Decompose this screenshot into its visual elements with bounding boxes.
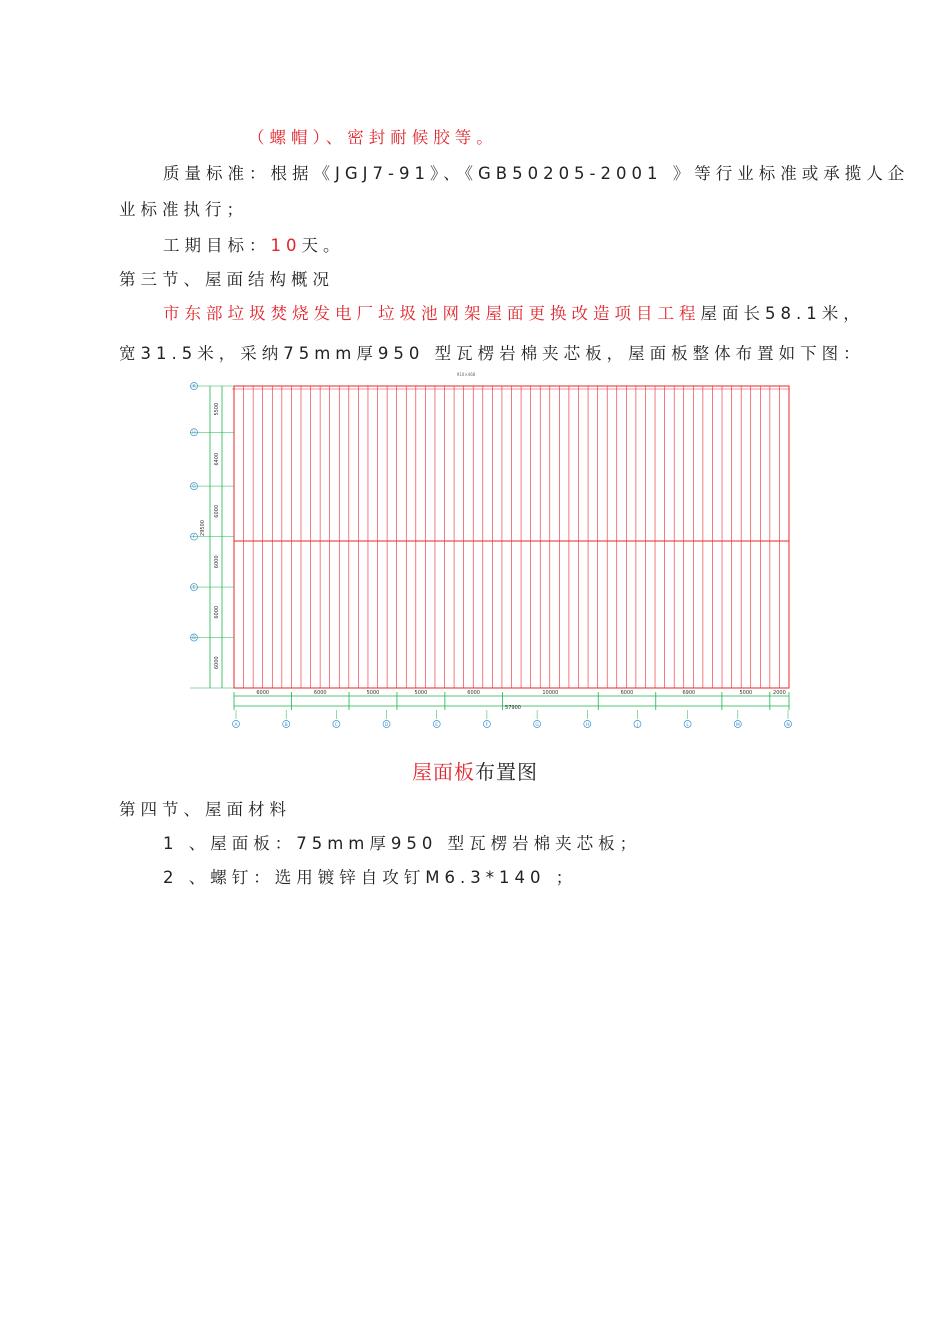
material-item-2: 2 、螺钉：选用镀锌自攻钉M6.3*140 ；: [163, 868, 578, 887]
row-axis-label: H: [192, 430, 196, 436]
schedule-unit: 天。: [301, 236, 345, 255]
panel-grid: [232, 386, 789, 688]
material-item-1: 1 、屋面板：75mm厚950 型瓦楞岩棉夹芯板；: [163, 834, 642, 853]
para-schedule: [163, 232, 345, 256]
para-material-tail: （螺帽）、密封耐候胶等。: [248, 128, 498, 147]
roof-length: 屋面长58.1米，: [700, 304, 865, 323]
figure-caption: [0, 756, 950, 785]
column-axis-label: E: [435, 723, 439, 728]
para-quality-standard-cont: 业标准执行；: [119, 200, 248, 219]
column-axis-labels: [233, 721, 792, 729]
schedule-days: 10: [270, 236, 302, 255]
left-dim-value: 6000: [214, 504, 220, 518]
total-dimension-label: 57900: [505, 705, 521, 711]
bottom-dim-value: 6000: [467, 690, 481, 696]
para-project: [163, 300, 865, 324]
left-dim-value: 6000: [214, 656, 220, 670]
left-dim-value: 6400: [214, 452, 220, 466]
project-name: 市东部垃圾焚烧发电厂垃圾池网架屋面更换改造项目工程: [163, 304, 701, 323]
bottom-dim-value: 6900: [682, 690, 696, 696]
bottom-dimension-labels: [256, 690, 785, 696]
section-3-heading: 第三节、屋面结构概况: [119, 270, 334, 289]
left-total-dimension: 29500: [200, 520, 206, 536]
bottom-dim-value: 6000: [313, 690, 327, 696]
schedule-label: 工期目标：: [163, 236, 271, 255]
column-axis-label: H: [585, 723, 589, 728]
column-axis-label: A: [234, 723, 238, 728]
bottom-dim-value: 5000: [366, 690, 380, 696]
section-4-heading: 第四节、屋面材料: [119, 800, 291, 819]
row-axis-label: G: [192, 484, 196, 490]
bottom-dim-value: 6000: [256, 690, 270, 696]
left-dim-value: 6000: [214, 555, 220, 569]
row-axis-label: K: [192, 384, 196, 390]
drawing-top-note: 910×468: [456, 372, 476, 377]
bottom-dim-value: 2000: [773, 690, 786, 696]
column-axis-label: G: [535, 723, 539, 728]
para-roof-spec: 宽31.5米，采纳75mm厚950 型瓦楞岩棉夹芯板，屋面板整体布置如下图：: [119, 344, 865, 363]
caption-black: 布置图: [475, 760, 538, 784]
row-axis-label: E: [192, 585, 196, 591]
roof-panel-layout-drawing: [186, 368, 796, 736]
column-axis-label: F: [485, 723, 489, 728]
column-axis-label: M: [735, 723, 740, 728]
caption-red: 屋面板: [412, 760, 475, 784]
row-axis-labels: [191, 383, 198, 642]
column-axis-label: J: [636, 723, 639, 728]
column-axis-label: L: [686, 723, 689, 728]
left-dim-value: 6000: [214, 605, 220, 619]
bottom-dim-value: 6000: [620, 690, 634, 696]
column-axis-label: N: [786, 723, 790, 728]
column-axis-label: B: [284, 723, 288, 728]
column-axis-label: D: [384, 723, 389, 728]
column-axis-label: C: [334, 723, 338, 728]
para-quality-standard: 质量标准：根据《JGJ7-91》、《GB50205-2001 》等行业标准或承揽人企: [163, 164, 910, 183]
bottom-dim-value: 5000: [414, 690, 428, 696]
row-axis-label: D: [192, 636, 196, 642]
bottom-dim-value: 10000: [542, 690, 559, 696]
bottom-dim-value: 5000: [739, 690, 753, 696]
row-axis-label: F: [192, 535, 196, 541]
dimension-lines: [190, 386, 789, 719]
left-dimension-labels: [214, 403, 220, 669]
left-dim-value: 5500: [214, 402, 220, 416]
